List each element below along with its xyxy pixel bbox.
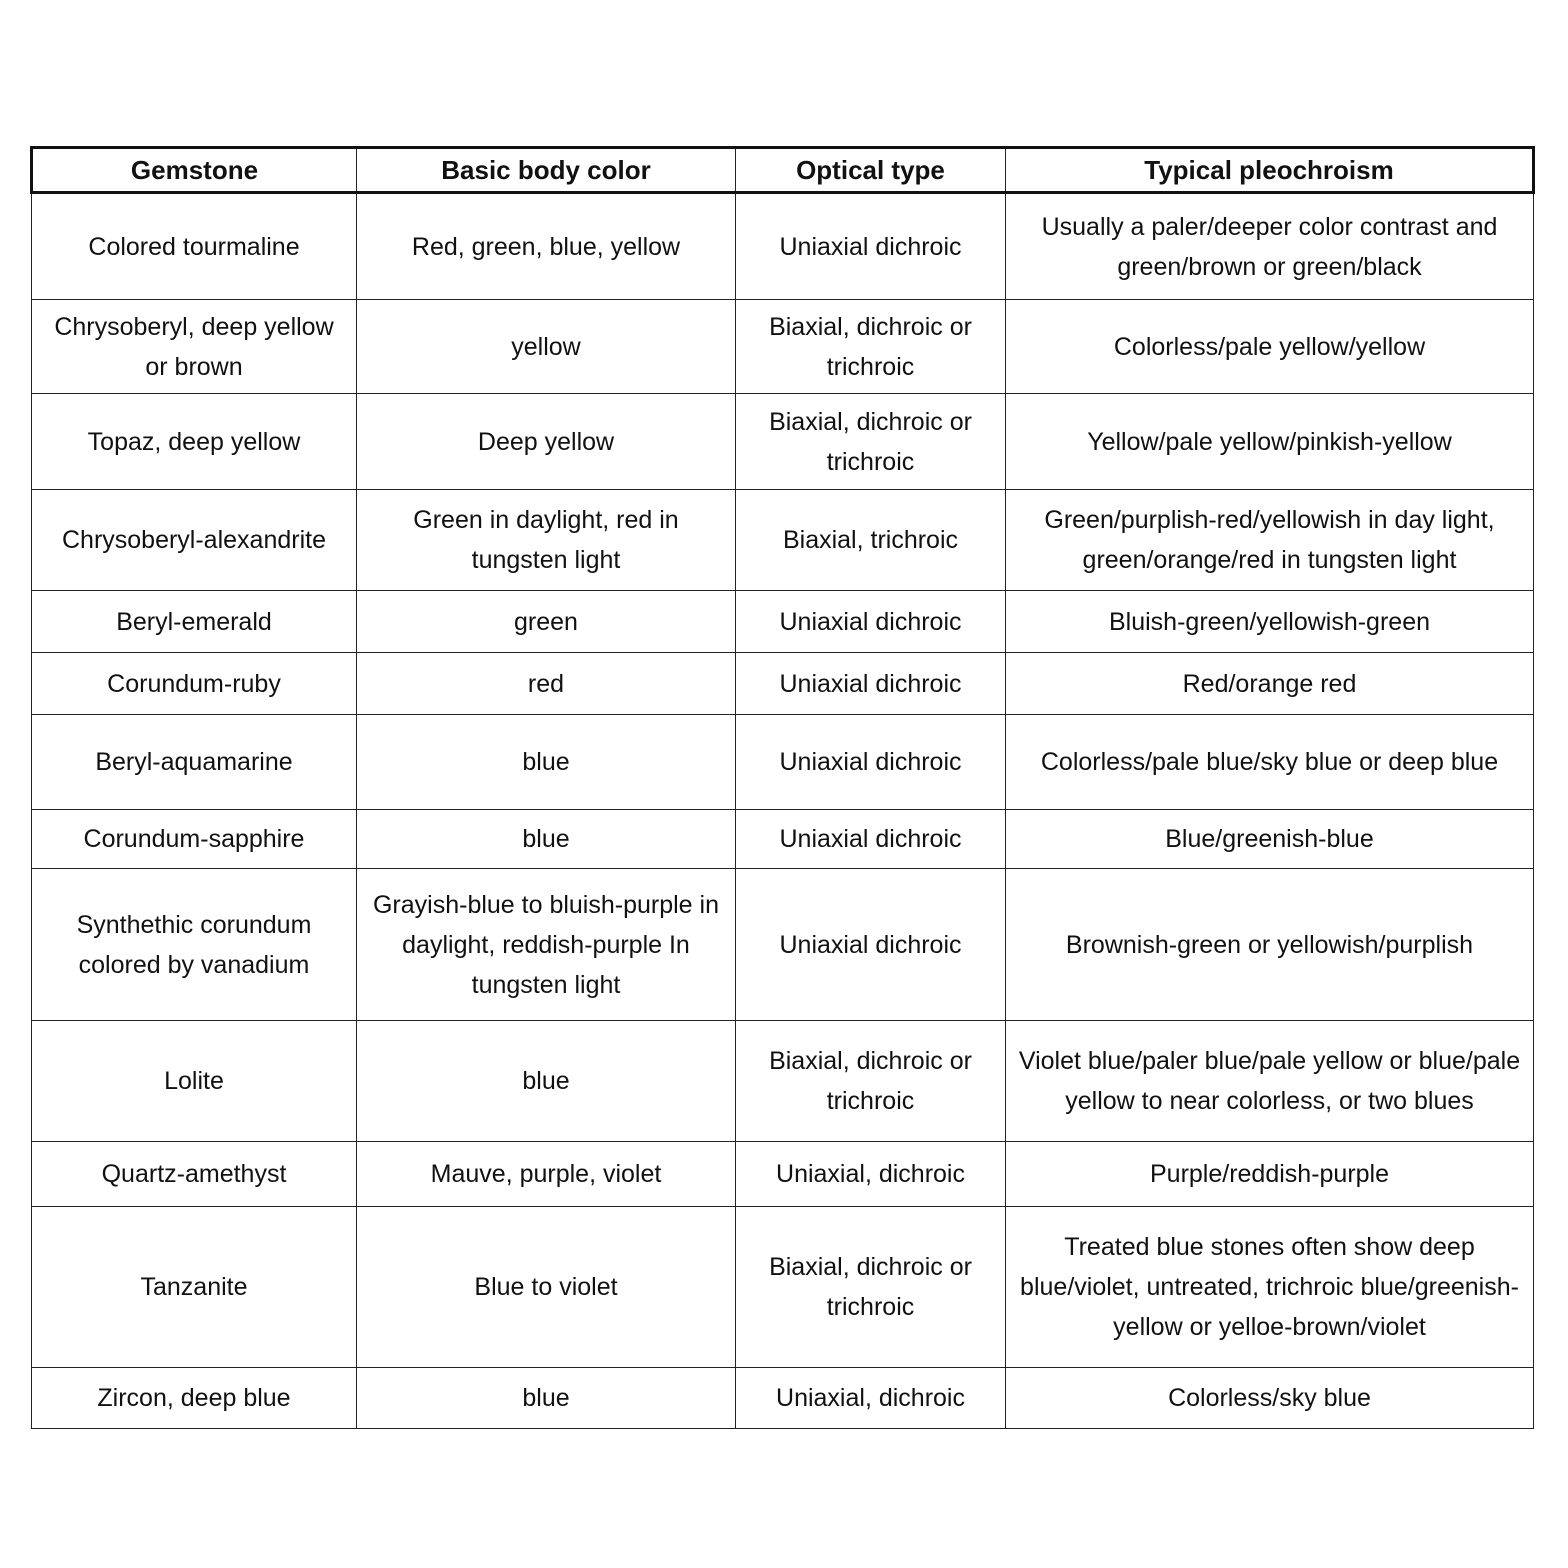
table-row — [32, 490, 1534, 591]
cell-body-color: Red, green, blue, yellow — [357, 193, 736, 300]
cell-body-color: Blue to violet — [357, 1207, 736, 1368]
cell-gemstone: Corundum-ruby — [32, 653, 357, 715]
cell-gemstone: Beryl-aquamarine — [32, 715, 357, 810]
cell-optical-type: Biaxial, trichroic — [736, 490, 1006, 591]
cell-body-color: blue — [357, 715, 736, 810]
table-row — [32, 1368, 1534, 1429]
cell-body-color: Green in daylight, red in tungsten light — [357, 490, 736, 591]
table-row — [32, 1207, 1534, 1368]
cell-pleochroism: Violet blue/paler blue/pale yellow or blue/pale yellow to near colorless, or two blues — [1006, 1021, 1534, 1142]
cell-body-color: green — [357, 591, 736, 653]
cell-body-color: Grayish-blue to bluish-purple in daylight, reddish-purple In tungsten light — [357, 869, 736, 1021]
cell-optical-type: Biaxial, dichroic or trichroic — [736, 300, 1006, 394]
table-row — [32, 653, 1534, 715]
table-row — [32, 591, 1534, 653]
table-row — [32, 1021, 1534, 1142]
cell-body-color: blue — [357, 1368, 736, 1429]
cell-pleochroism: Blue/greenish-blue — [1006, 810, 1534, 869]
header-typical-pleochroism: Typical pleochroism — [1006, 148, 1534, 193]
header-gemstone: Gemstone — [32, 148, 357, 193]
table-row — [32, 1142, 1534, 1207]
cell-pleochroism: Green/purplish-red/yellowish in day light, green/orange/red in tungsten light — [1006, 490, 1534, 591]
cell-pleochroism: Yellow/pale yellow/pinkish-yellow — [1006, 394, 1534, 490]
cell-optical-type: Uniaxial, dichroic — [736, 1368, 1006, 1429]
cell-optical-type: Uniaxial dichroic — [736, 591, 1006, 653]
cell-gemstone: Colored tourmaline — [32, 193, 357, 300]
cell-body-color: Mauve, purple, violet — [357, 1142, 736, 1207]
table-row — [32, 715, 1534, 810]
table-row — [32, 394, 1534, 490]
cell-gemstone: Synthethic corundum colored by vanadium — [32, 869, 357, 1021]
cell-optical-type: Biaxial, dichroic or trichroic — [736, 1021, 1006, 1142]
header-row — [32, 148, 1534, 193]
cell-body-color: Deep yellow — [357, 394, 736, 490]
cell-pleochroism: Usually a paler/deeper color contrast and green/brown or green/black — [1006, 193, 1534, 300]
cell-pleochroism: Colorless/sky blue — [1006, 1368, 1534, 1429]
cell-optical-type: Biaxial, dichroic or trichroic — [736, 394, 1006, 490]
cell-body-color: yellow — [357, 300, 736, 394]
header-optical-type: Optical type — [736, 148, 1006, 193]
cell-pleochroism: Red/orange red — [1006, 653, 1534, 715]
table-row — [32, 869, 1534, 1021]
cell-pleochroism: Colorless/pale blue/sky blue or deep blue — [1006, 715, 1534, 810]
cell-gemstone: Corundum-sapphire — [32, 810, 357, 869]
cell-optical-type: Uniaxial dichroic — [736, 193, 1006, 300]
cell-gemstone: Zircon, deep blue — [32, 1368, 357, 1429]
cell-gemstone: Chrysoberyl, deep yellow or brown — [32, 300, 357, 394]
cell-optical-type: Uniaxial dichroic — [736, 810, 1006, 869]
cell-gemstone: Quartz-amethyst — [32, 1142, 357, 1207]
table-body — [32, 193, 1534, 1429]
cell-pleochroism: Brownish-green or yellowish/purplish — [1006, 869, 1534, 1021]
cell-gemstone: Lolite — [32, 1021, 357, 1142]
cell-body-color: red — [357, 653, 736, 715]
gemstone-pleochroism-table — [30, 146, 1535, 1429]
cell-optical-type: Uniaxial dichroic — [736, 715, 1006, 810]
gemstone-table-container — [30, 146, 1532, 1429]
table-header — [32, 148, 1534, 193]
cell-gemstone: Beryl-emerald — [32, 591, 357, 653]
cell-body-color: blue — [357, 1021, 736, 1142]
cell-optical-type: Uniaxial, dichroic — [736, 1142, 1006, 1207]
cell-gemstone: Chrysoberyl-alexandrite — [32, 490, 357, 591]
cell-pleochroism: Treated blue stones often show deep blue/violet, untreated, trichroic blue/greenish-yellow or yelloe-brown/violet — [1006, 1207, 1534, 1368]
cell-pleochroism: Bluish-green/yellowish-green — [1006, 591, 1534, 653]
cell-gemstone: Topaz, deep yellow — [32, 394, 357, 490]
table-row — [32, 810, 1534, 869]
table-row — [32, 193, 1534, 300]
cell-pleochroism: Purple/reddish-purple — [1006, 1142, 1534, 1207]
cell-body-color: blue — [357, 810, 736, 869]
header-basic-body-color: Basic body color — [357, 148, 736, 193]
cell-optical-type: Uniaxial dichroic — [736, 653, 1006, 715]
cell-gemstone: Tanzanite — [32, 1207, 357, 1368]
cell-pleochroism: Colorless/pale yellow/yellow — [1006, 300, 1534, 394]
cell-optical-type: Biaxial, dichroic or trichroic — [736, 1207, 1006, 1368]
table-row — [32, 300, 1534, 394]
cell-optical-type: Uniaxial dichroic — [736, 869, 1006, 1021]
